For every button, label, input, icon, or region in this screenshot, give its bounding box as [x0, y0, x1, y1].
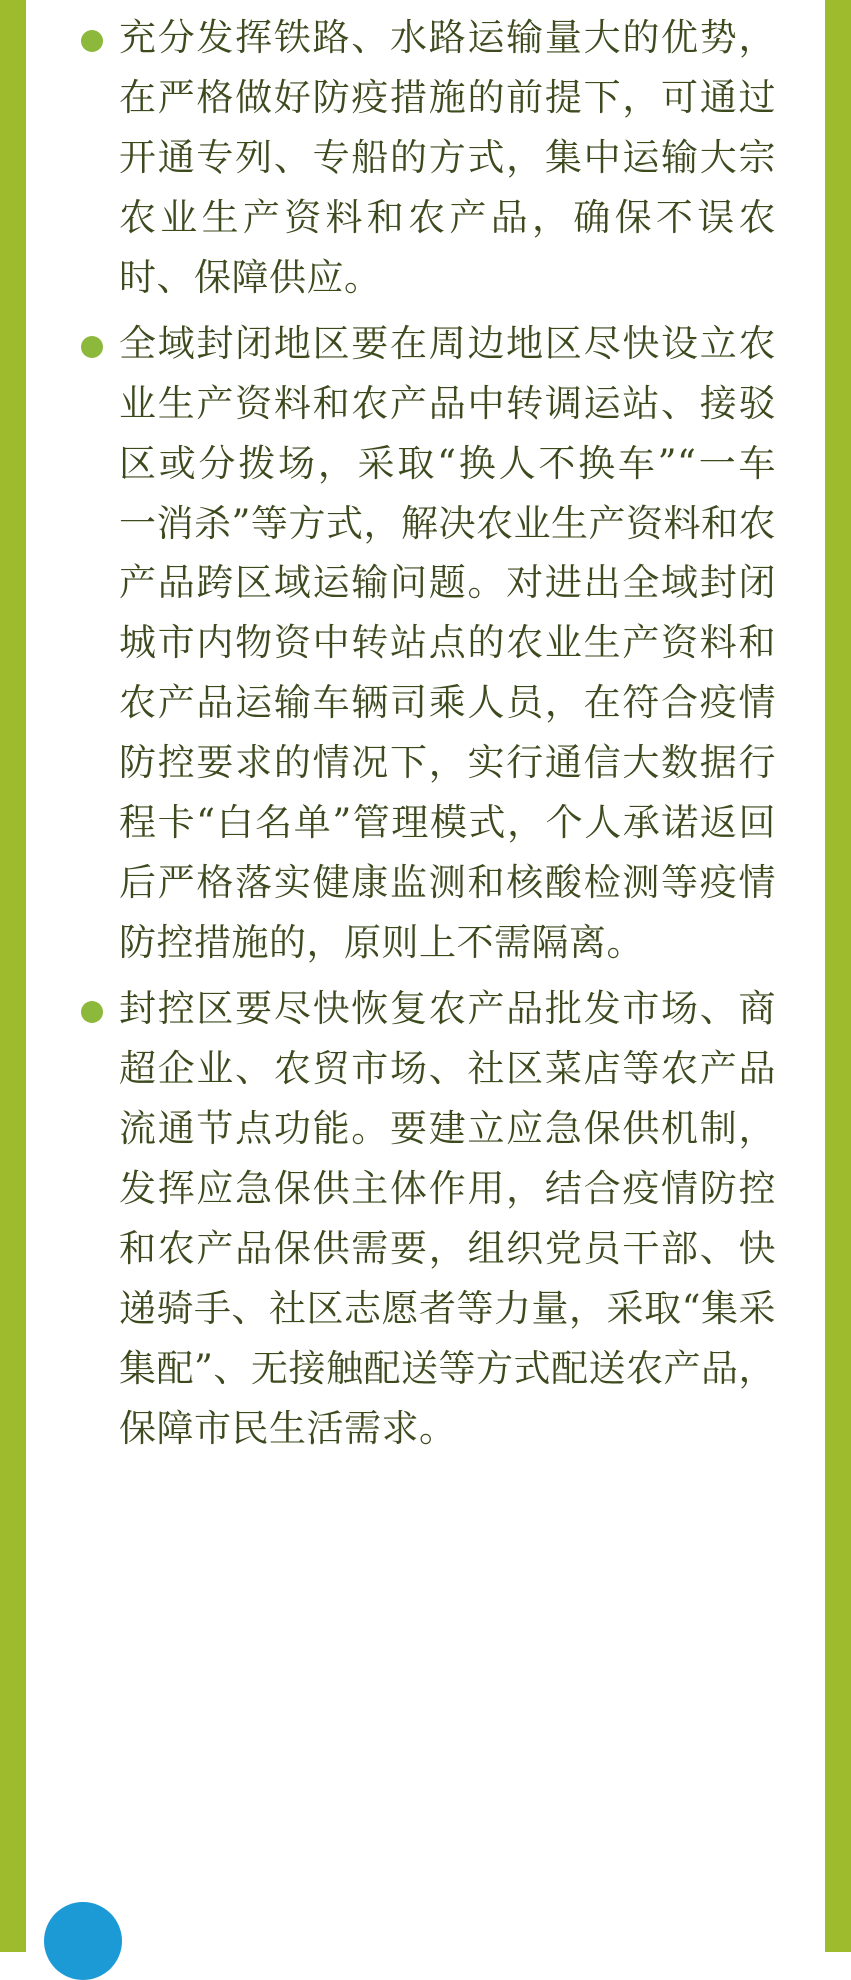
paragraph-text: 充分发挥铁路、水路运输量大的优势，在严格做好防疫措施的前提下，可通过开通专列、专船的方式，集中运输大宗农业生产资料和农产品，确保不误农时、保障供应。 [119, 16, 776, 299]
list-item [75, 314, 776, 973]
decorative-circle [44, 1902, 122, 1980]
bullet-dot-icon [81, 30, 103, 52]
left-inner-gap [26, 0, 35, 1952]
right-inner-gap [816, 0, 825, 1952]
left-border-bar [0, 0, 26, 1952]
list-item [75, 8, 776, 308]
paragraph-text: 全域封闭地区要在周边地区尽快设立农业生产资料和农产品中转调运站、接驳区或分拨场，采取“换人不换车”“一车一消杀”等方式，解决农业生产资料和农产品跨区域运输问题。对进出全域封闭城市内物资中转站点的农业生产资料和农产品运输车辆司乘人员，在符合疫情防控要求的情况下，实行通信大数据行程卡“白名单”管理模式，个人承诺返回后严格落实健康监测和核酸检测等疫情防控措施的，原则上不需隔离。 [119, 321, 776, 965]
right-border-bar [825, 0, 851, 1952]
bullet-dot-icon [81, 1001, 103, 1023]
content-area [35, 0, 816, 1952]
bullet-list [75, 8, 776, 1459]
bullet-dot-icon [81, 336, 103, 358]
paragraph-text: 封控区要尽快恢复农产品批发市场、商超企业、农贸市场、社区菜店等农产品流通节点功能。要建立应急保供机制，发挥应急保供主体作用，结合疫情防控和农产品保供需要，组织党员干部、快递骑手、社区志愿者等力量，采取“集采集配”、无接触配送等方式配送农产品，保障市民生活需求。 [119, 987, 776, 1450]
list-item [75, 979, 776, 1459]
